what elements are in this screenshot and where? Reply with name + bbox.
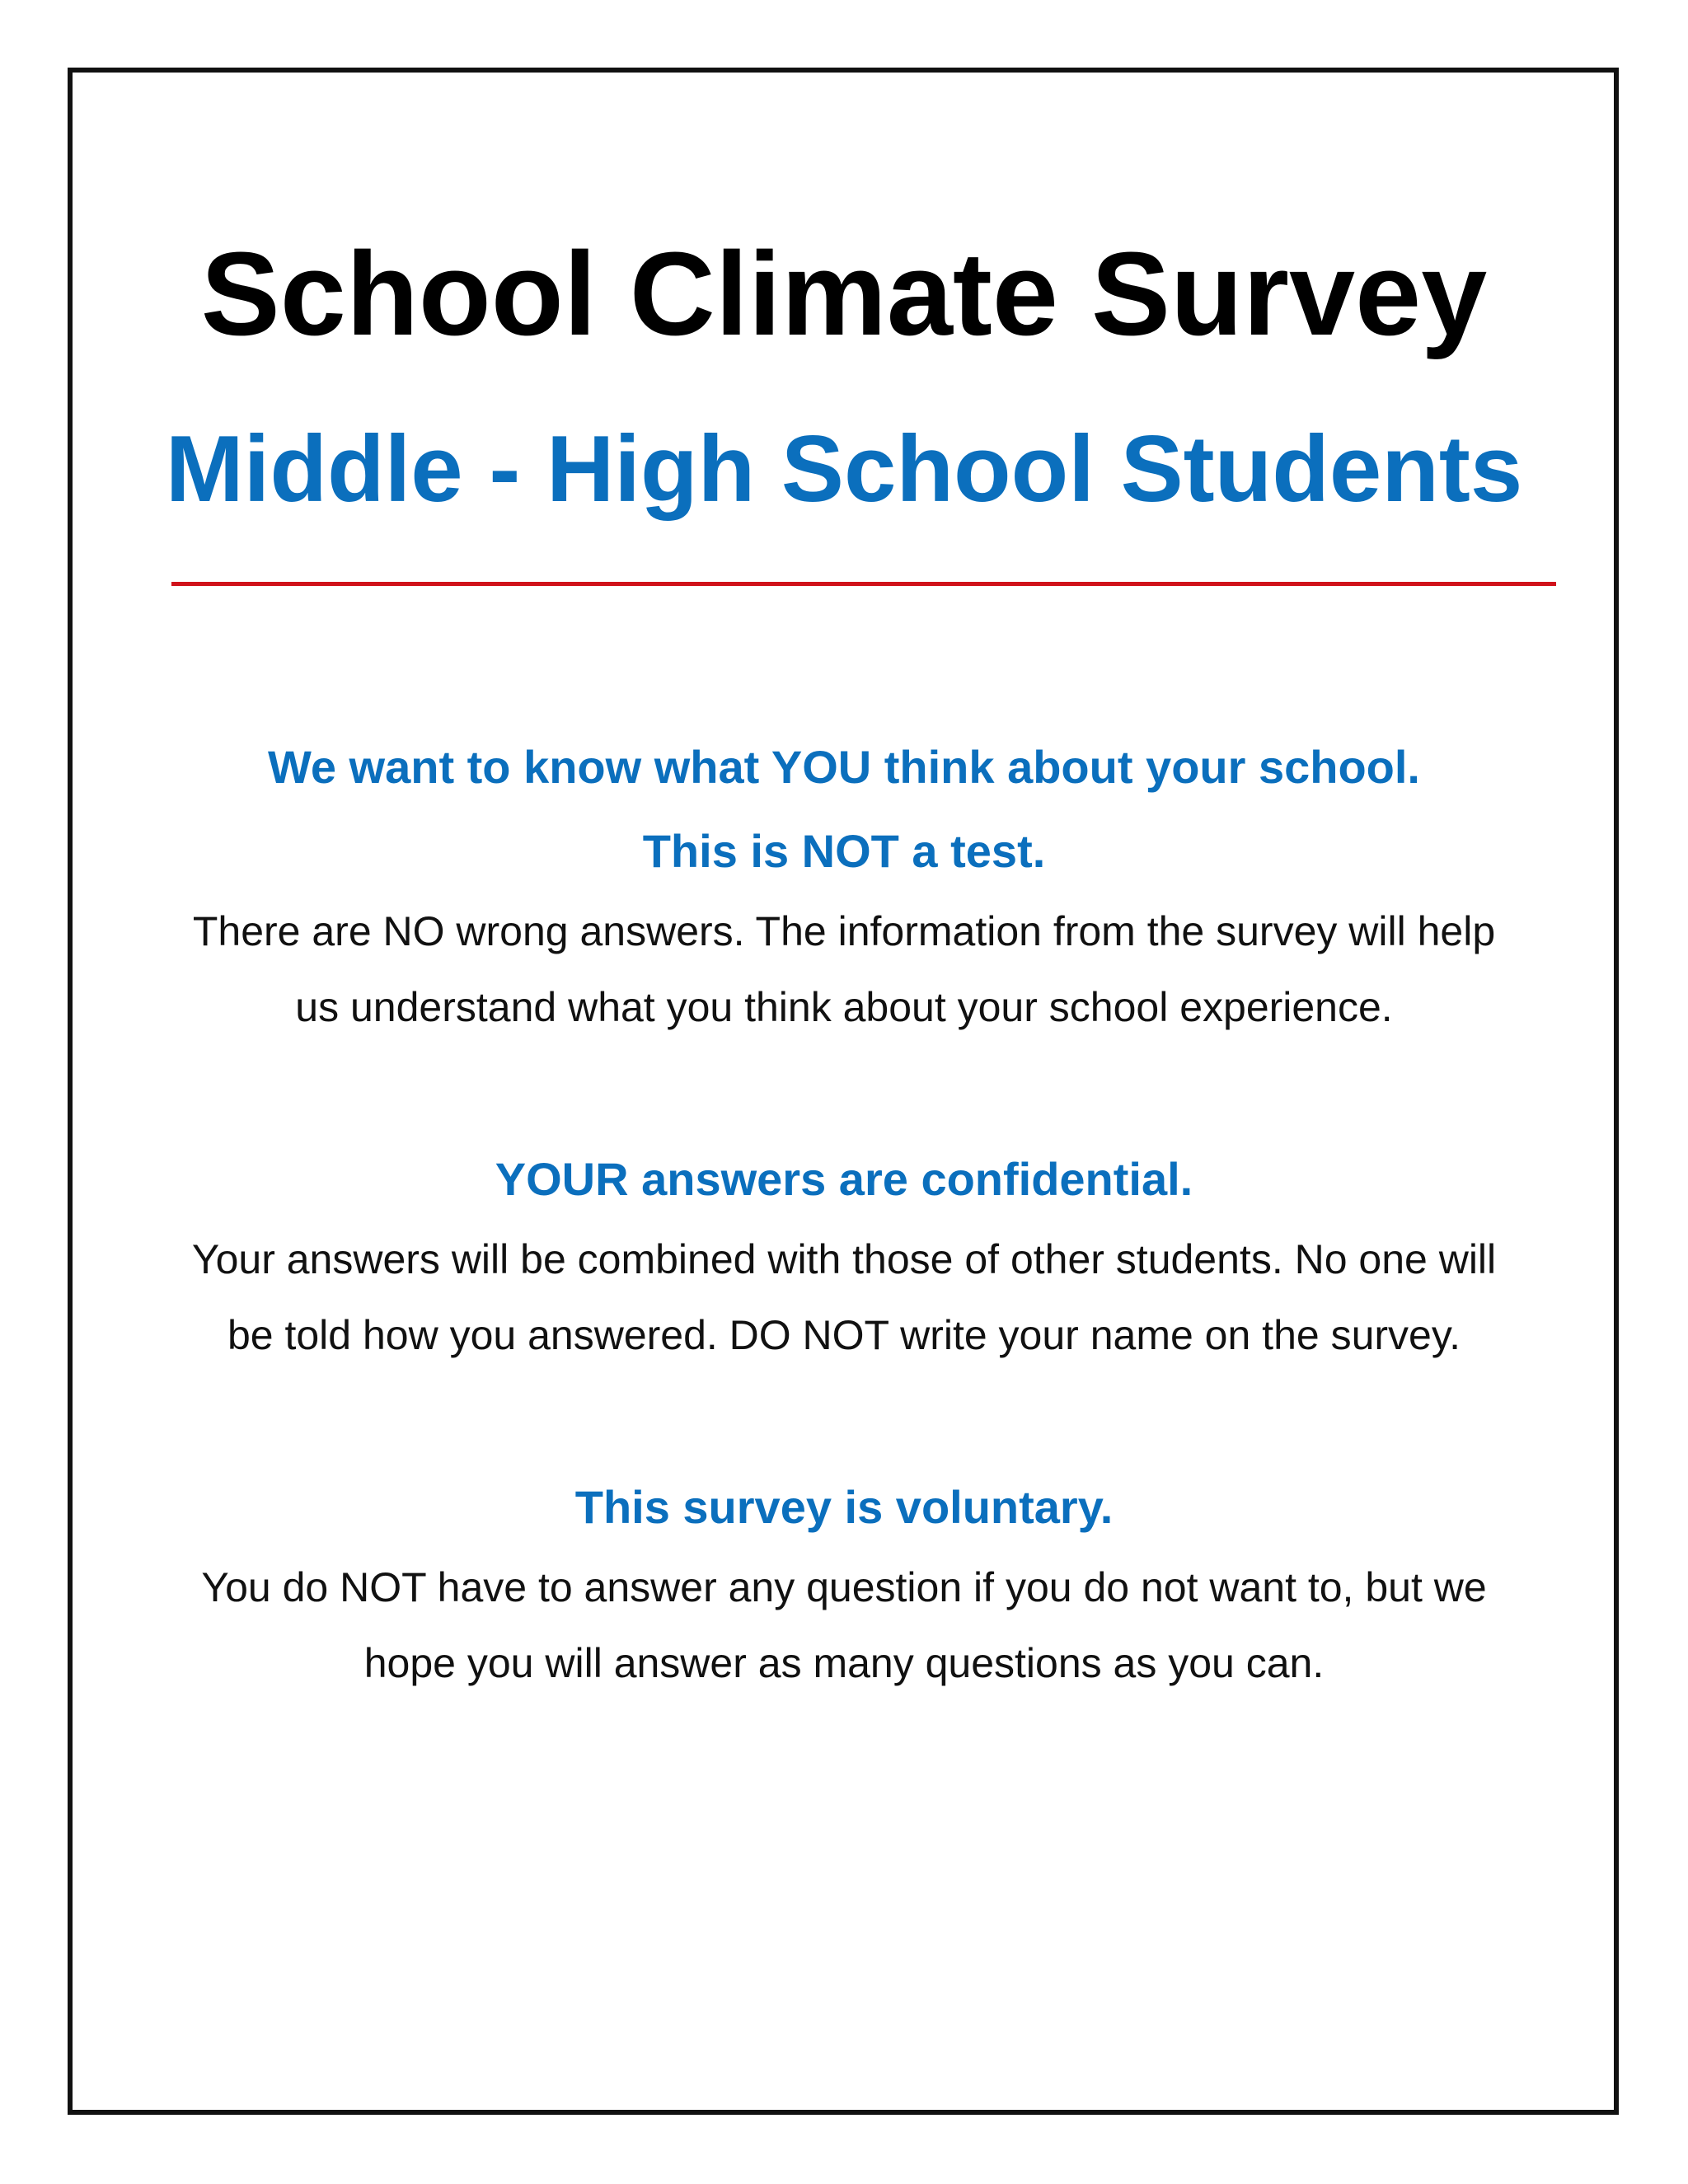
- confidential-section: [0, 1137, 1688, 1373]
- intro-heading: We want to know what YOU think about your school.: [267, 741, 1420, 793]
- red-divider: [171, 582, 1556, 586]
- voluntary-body-line-2: hope you will answer as many questions as you can.: [363, 1640, 1325, 1686]
- page-title: School Climate Survey: [200, 227, 1488, 360]
- voluntary-section: [0, 1465, 1688, 1701]
- voluntary-body-line-1: You do NOT have to answer any question if you do not want to, but we: [201, 1564, 1487, 1610]
- intro-body-line-2: us understand what you think about your school experience.: [295, 984, 1393, 1030]
- intro-section: [0, 725, 1688, 1045]
- confidential-heading: YOUR answers are confidential.: [495, 1153, 1193, 1205]
- not-a-test-heading: This is NOT a test.: [642, 825, 1046, 877]
- confidential-body-line-1: Your answers will be combined with those of other students. No one will: [191, 1236, 1497, 1282]
- confidential-body-line-2: be told how you answered. DO NOT write your name on the survey.: [227, 1312, 1461, 1358]
- intro-body-line-1: There are NO wrong answers. The information from the survey will help: [192, 908, 1496, 954]
- voluntary-heading: This survey is voluntary.: [574, 1481, 1114, 1533]
- page-subtitle: Middle - High School Students: [165, 417, 1523, 522]
- page-border: [68, 68, 1619, 2115]
